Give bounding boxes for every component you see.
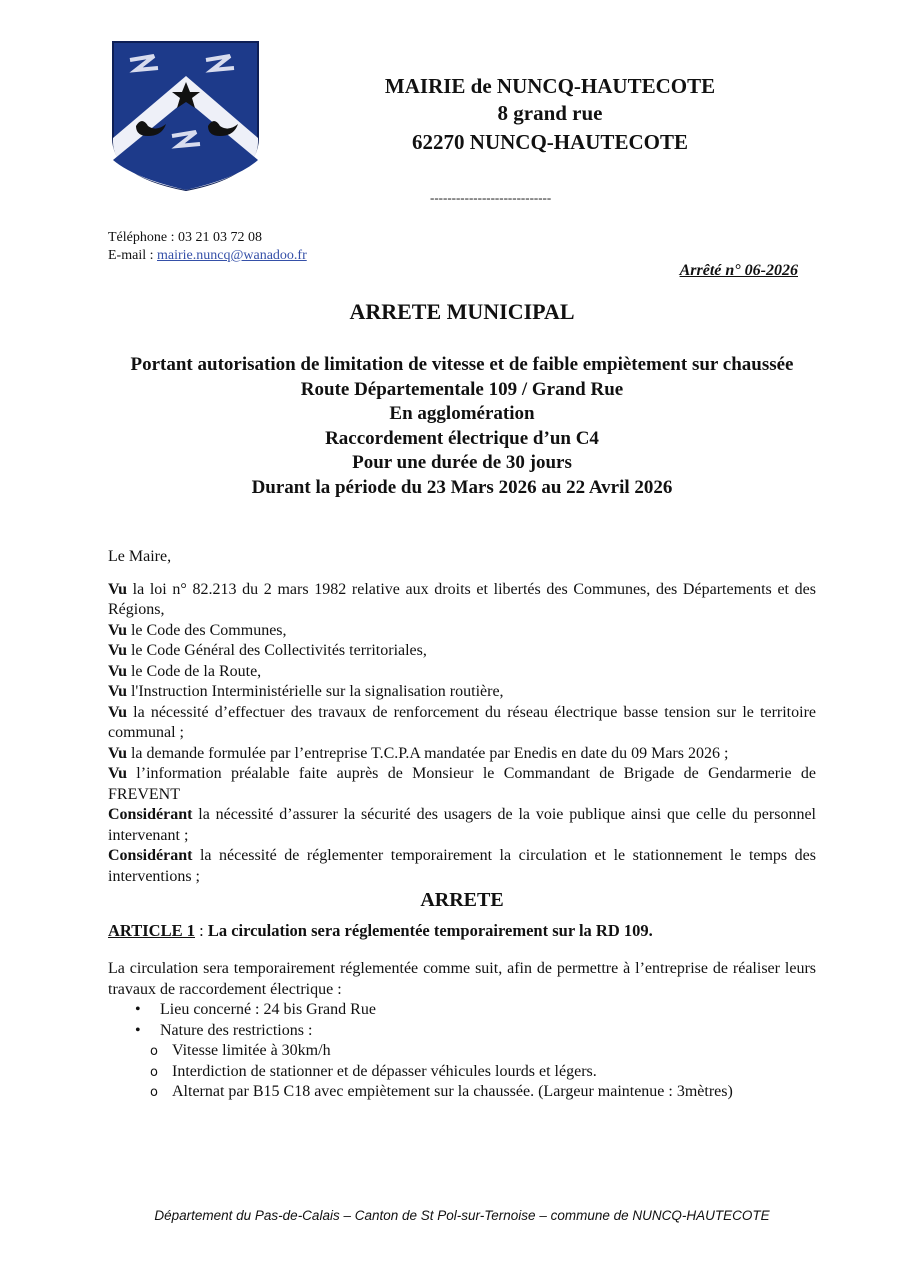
phone-line: Téléphone : 03 21 03 72 08 bbox=[108, 230, 262, 245]
municipal-crest bbox=[108, 38, 268, 198]
considerations-list bbox=[108, 580, 816, 888]
consideration-item: Considérant la nécessité d’assurer la sécurité des usagers de la voie publique ainsi que celle du personnel intervenant ; bbox=[108, 806, 816, 844]
header-separator: ---------------------------- bbox=[430, 190, 552, 205]
email-link[interactable]: mairie.nuncq@wanadoo.fr bbox=[157, 248, 307, 263]
document-body bbox=[108, 547, 816, 1103]
subject-line: Pour une durée de 30 jours bbox=[352, 452, 572, 473]
arrete-number: Arrêté n° 06-2026 bbox=[679, 262, 798, 279]
intro: Le Maire, bbox=[108, 548, 172, 565]
subject-line: Route Départementale 109 / Grand Rue bbox=[300, 378, 624, 400]
list-item: • Lieu concerné : 24 bis Grand Rue bbox=[130, 1000, 816, 1021]
article-1-paragraph: La circulation sera temporairement réglementée comme suit, afin de permettre à l’entreprise de réaliser leurs travaux de raccordement électrique : bbox=[108, 960, 816, 998]
page-footer: Département du Pas-de-Calais – Canton de St Pol-sur-Ternoise – commune de NUNCQ-HAUTECOTE bbox=[154, 1208, 770, 1223]
subject-line: En agglomération bbox=[389, 403, 535, 424]
restriction-item: o Interdiction de stationner et de dépasser véhicules lourds et légers. bbox=[150, 1062, 816, 1083]
list-item: • Nature des restrictions : bbox=[130, 1021, 816, 1042]
contact-block bbox=[108, 229, 307, 265]
mairie-street: 8 grand rue bbox=[497, 101, 603, 125]
consideration-item: Vu la demande formulée par l’entreprise T.C.P.A mandatée par Enedis en date du 09 Mars 2026 ; bbox=[108, 744, 729, 762]
restriction-item: o Vitesse limitée à 30km/h bbox=[150, 1041, 816, 1062]
restriction-item: o Alternat par B15 C18 avec empiètement sur la chaussée. (Largeur maintenue : 3mètres) bbox=[150, 1082, 816, 1103]
mairie-name: MAIRIE de NUNCQ-HAUTECOTE bbox=[384, 74, 716, 98]
subject-line: Raccordement électrique d’un C4 bbox=[325, 427, 599, 449]
mairie-city: 62270 NUNCQ-HAUTECOTE bbox=[412, 130, 688, 154]
subject-line: Portant autorisation de limitation de vitesse et de faible empiètement sur chaussée bbox=[130, 354, 794, 375]
document-subject bbox=[110, 353, 814, 500]
article-1-list bbox=[108, 1000, 816, 1041]
consideration-item: Vu le Code Général des Collectivités territoriales, bbox=[108, 642, 427, 659]
subject-line: Durant la période du 23 Mars 2026 au 22 Avril 2026 bbox=[251, 476, 673, 498]
document-title: ARRETE MUNICIPAL bbox=[349, 299, 575, 324]
consideration-item: Vu la loi n° 82.213 du 2 mars 1982 relative aux droits et libertés des Communes, des Départements et des Régions, bbox=[108, 580, 816, 618]
email-label: E-mail : bbox=[108, 248, 157, 263]
consideration-item: Vu le Code de la Route, bbox=[108, 662, 262, 680]
consideration-item: Considérant la nécessité de réglementer temporairement la circulation et le stationnement le temps des interventions ; bbox=[108, 847, 816, 885]
consideration-item: Vu l'Instruction Interministérielle sur la signalisation routière, bbox=[108, 683, 504, 700]
consideration-item: Vu le Code des Communes, bbox=[108, 621, 287, 639]
decision-heading: ARRETE bbox=[420, 889, 504, 911]
article-1-heading: ARTICLE 1 : La circulation sera réglementée temporairement sur la RD 109. bbox=[108, 920, 653, 940]
consideration-item: Vu l’information préalable faite auprès de Monsieur le Commandant de Brigade de Gendarmerie de FREVENT bbox=[108, 765, 816, 803]
email-line bbox=[108, 247, 307, 265]
consideration-item: Vu la nécessité d’effectuer des travaux de renforcement du réseau électrique basse tension sur le territoire communal ; bbox=[108, 703, 816, 741]
restrictions-list bbox=[108, 1041, 816, 1103]
